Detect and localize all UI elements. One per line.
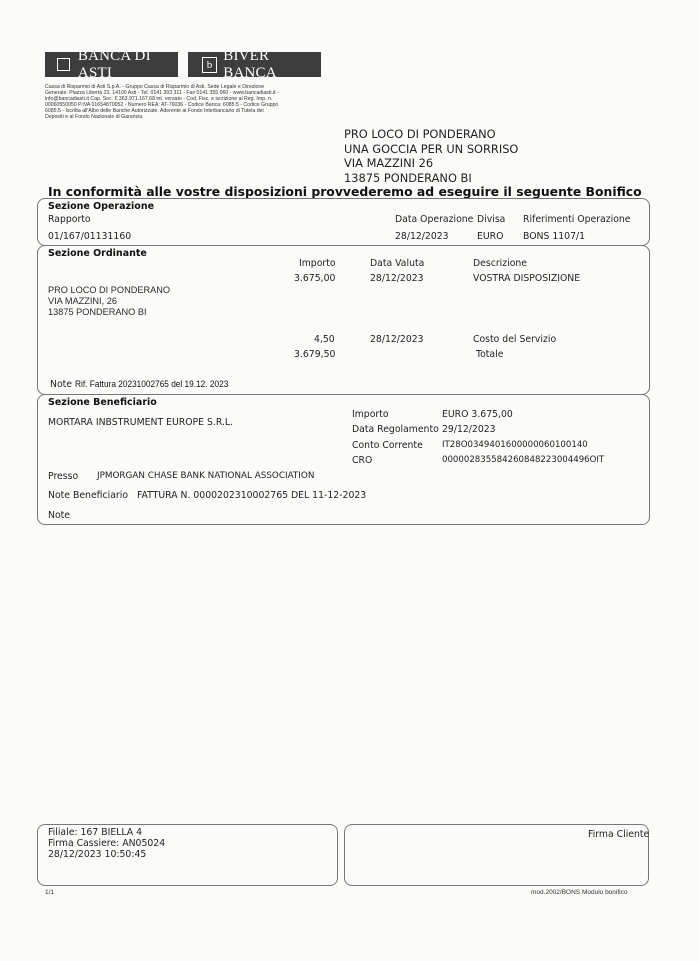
totale-label: Totale: [476, 349, 504, 360]
legal-line: 6085.5 - Iscritta all'Albo delle Banche Autorizzate. Aderente al Fondo Interbancario di Tutela dei: [45, 108, 264, 115]
riferimenti-label: Riferimenti Operazione: [523, 214, 631, 225]
divisa-label: Divisa: [477, 214, 506, 225]
page-number: 1/1: [45, 889, 55, 896]
legal-line: 00060550050 P.IVA 01654870052 - Numero REA: AT-76036 - Codice Banca: 6085.5 - Codice Gruppo: [45, 102, 279, 109]
address-line: VIA MAZZINI, 26: [48, 296, 117, 306]
cassiere-text: Firma Cassiere: AN05024: [48, 838, 166, 849]
rapporto-label: Rapporto: [48, 214, 91, 225]
biver-banca-logo-text: BIVER BANCA: [223, 47, 277, 81]
ordinante-address: [48, 285, 170, 318]
legal-line: info@bancadiasti.it Cap. Soc. € 363.971.167,68 int. versato - Cod. Fisc. e iscrizione al Reg. Imp. n.: [45, 96, 273, 103]
riferimenti-value: BONS 1107/1: [523, 231, 586, 242]
address-line: PRO LOCO DI PONDERANO: [48, 285, 171, 295]
beneficiario-name: MORTARA INBSTRUMENT EUROPE S.R.L.: [48, 417, 234, 428]
conto-corrente-label: Conto Corrente: [352, 440, 423, 451]
data-operazione-value: 28/12/2023: [395, 231, 449, 242]
ordinante-note-text: Rif. Fattura 20231002765 del 19.12. 2023: [75, 379, 229, 389]
costo-servizio-label: Costo del Servizio: [473, 334, 557, 345]
totale-importo: 3.679,50: [294, 349, 336, 360]
descrizione-value: VOSTRA DISPOSIZIONE: [473, 273, 581, 284]
descrizione-label: Descrizione: [473, 258, 528, 269]
data-regolamento-label: Data Regolamento: [352, 424, 439, 435]
banca-asti-mark-icon: [57, 58, 70, 71]
datetime-text: 28/12/2023 10:50:45: [48, 849, 147, 860]
ben-importo-value: EURO 3.675,00: [442, 409, 513, 420]
importo-value: 3.675,00: [294, 273, 336, 284]
address-line: 13875 PONDERANO BI: [344, 170, 472, 185]
data-valuta-label: Data Valuta: [370, 258, 425, 269]
conto-corrente-value: IT28O0349401600000060100140: [442, 440, 588, 450]
cro-value: 000002835584260848223004496OIT: [442, 455, 605, 465]
presso-value: JPMORGAN CHASE BANK NATIONAL ASSOCIATION: [97, 471, 315, 481]
rapporto-value: 01/167/01131160: [48, 231, 132, 242]
note-beneficiario-value: FATTURA N. 0000202310002765 DEL 11-12-2023: [137, 490, 367, 501]
ordinante-section: [37, 245, 650, 395]
importo-label: Importo: [299, 258, 336, 269]
data-regolamento-value: 29/12/2023: [442, 424, 496, 435]
filiale-text: Filiale: 167 BIELLA 4: [48, 827, 143, 838]
note-beneficiario-label: Note Beneficiario: [48, 490, 129, 501]
legal-line: Depositi e al Fondo Nazionale di Garanzia.: [45, 114, 144, 121]
costo-valuta: 28/12/2023: [370, 334, 424, 345]
divisa-value: EURO: [477, 231, 504, 242]
cro-label: CRO: [352, 455, 373, 466]
presso-label: Presso: [48, 471, 79, 482]
biver-banca-logo: [188, 47, 321, 81]
page-heading: In conformità alle vostre disposizioni provvederemo ad eseguire il seguente Bonifico: [48, 184, 642, 199]
ordinante-note-label: Note: [50, 379, 73, 390]
address-line: 13875 PONDERANO BI: [48, 307, 147, 317]
costo-importo: 4,50: [314, 334, 335, 345]
modulo-code: mod.2002/BONS Modulo bonifico: [531, 889, 628, 896]
recipient-address: [344, 127, 518, 185]
biver-mark-icon: b: [202, 57, 217, 73]
address-line: VIA MAZZINI 26: [344, 156, 434, 170]
ordinante-title: Sezione Ordinante: [48, 248, 147, 259]
data-valuta-value: 28/12/2023: [370, 273, 424, 284]
banca-di-asti-logo: [45, 47, 178, 81]
legal-line: Generale: Piazza Libertà 23, 14100 Asti - Tel. 0141 393 311 - Fax 0141 355 060 - www.bancadiasti.it -: [45, 90, 279, 97]
address-line: UNA GOCCIA PER UN SORRISO: [344, 141, 519, 156]
address-line: PRO LOCO DI PONDERANO: [344, 127, 496, 141]
legal-line: Cassa di Risparmio di Asti S.p.A. - Gruppo Cassa di Risparmio di Asti. Sede Legale e Direzione: [45, 84, 265, 90]
data-operazione-label: Data Operazione: [395, 214, 474, 225]
ben-importo-label: Importo: [352, 409, 389, 420]
operazione-title: Sezione Operazione: [48, 201, 155, 212]
beneficiario-note-label: Note: [48, 510, 71, 521]
firma-cliente-label: Firma Cliente: [588, 829, 650, 840]
beneficiario-title: Sezione Beneficiario: [48, 397, 157, 408]
banca-di-asti-logo-text: BANCA DI ASTI: [77, 47, 151, 81]
bank-legal-info: [45, 84, 279, 121]
